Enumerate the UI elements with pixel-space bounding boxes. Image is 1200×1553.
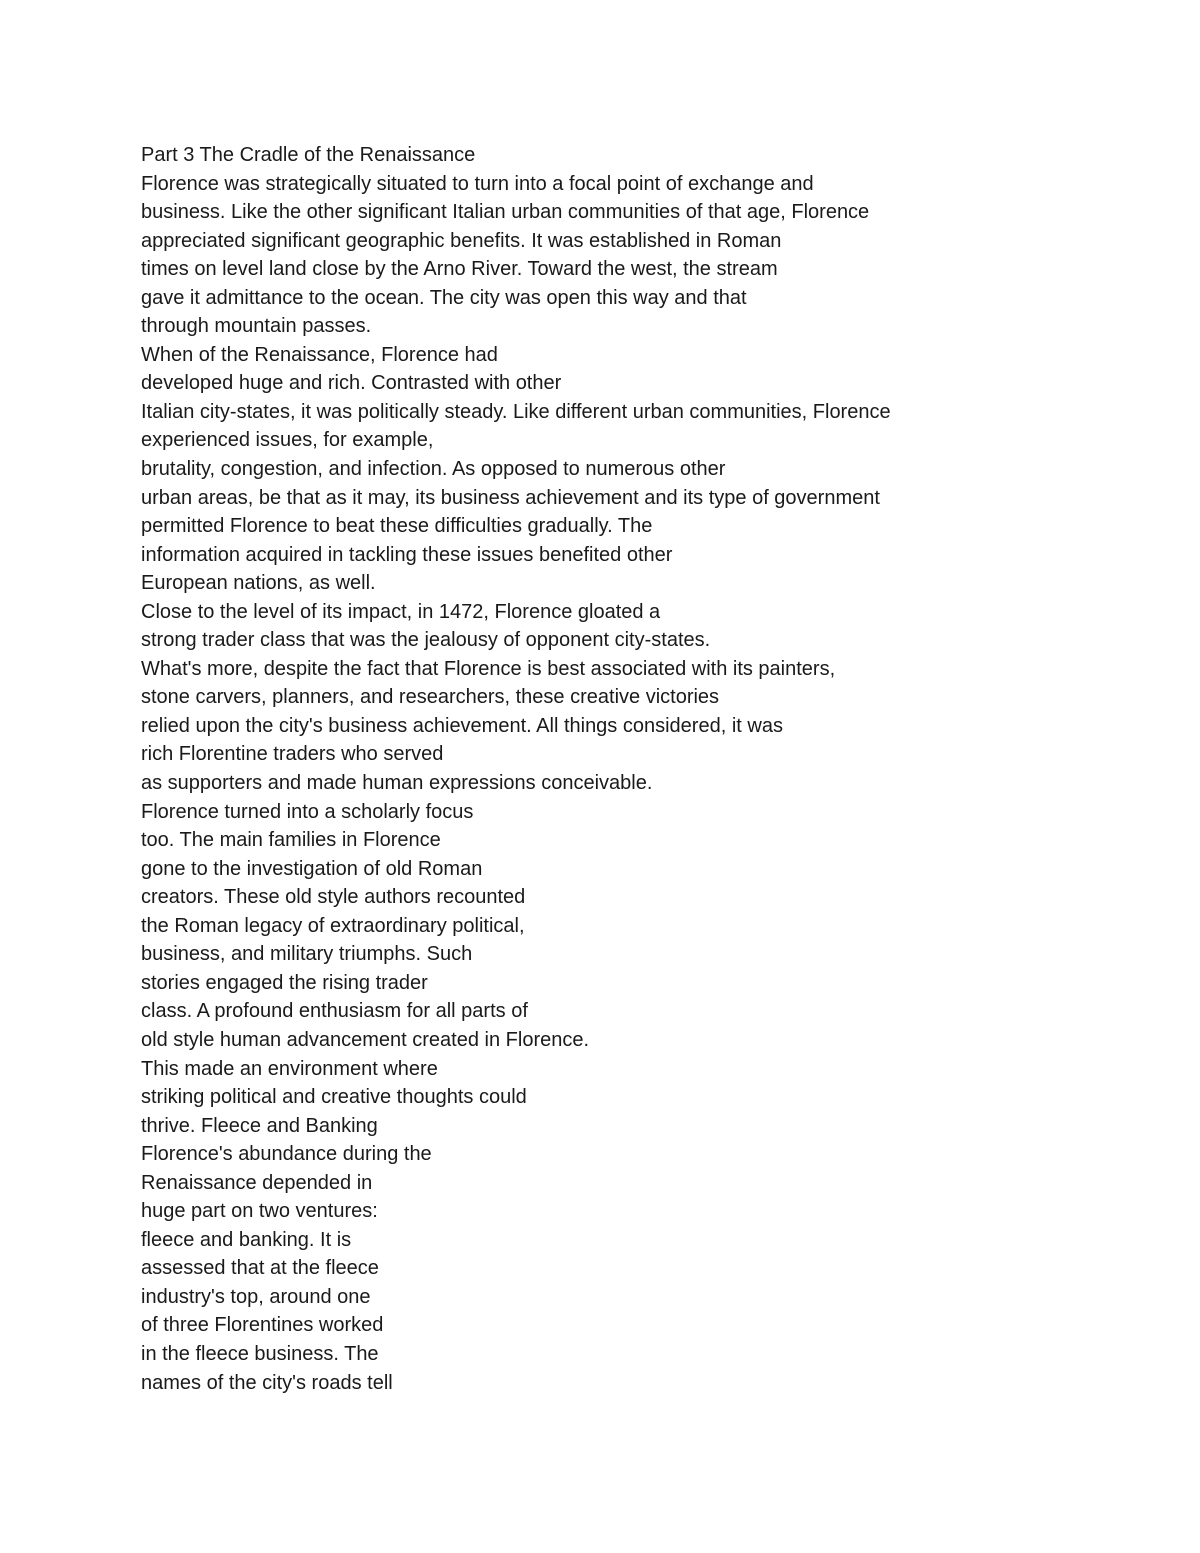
document-line: What's more, despite the fact that Florence is best associated with its painters, xyxy=(141,657,836,680)
document-line: permitted Florence to beat these difficulties gradually. The xyxy=(141,515,653,538)
document-line: information acquired in tackling these issues benefited other xyxy=(141,543,673,566)
document-line: in the fleece business. The xyxy=(141,1342,379,1365)
document-line: urban areas, be that as it may, its business achievement and its type of government xyxy=(141,486,880,509)
document-line: creators. These old style authors recounted xyxy=(141,886,526,909)
document-line: stories engaged the rising trader xyxy=(141,971,428,994)
document-line: stone carvers, planners, and researchers, these creative victories xyxy=(141,686,720,709)
document-line: assessed that at the fleece xyxy=(141,1257,379,1280)
document-line: thrive. Fleece and Banking xyxy=(141,1114,378,1137)
document-line: Florence's abundance during the xyxy=(141,1143,432,1166)
document-line: strong trader class that was the jealousy of opponent city-states. xyxy=(141,629,711,652)
document-line: experienced issues, for example, xyxy=(141,429,434,452)
document-line: through mountain passes. xyxy=(141,315,372,338)
document-line: business. Like the other significant Italian urban communities of that age, Florence xyxy=(141,201,870,224)
document-line: Italian city-states, it was politically steady. Like different urban communities, Florence xyxy=(141,400,891,423)
document-line: fleece and banking. It is xyxy=(141,1228,352,1251)
document-line: European nations, as well. xyxy=(141,572,376,595)
document-line: industry's top, around one xyxy=(141,1285,371,1308)
document-line: This made an environment where xyxy=(141,1057,438,1080)
document-line: rich Florentine traders who served xyxy=(141,743,444,766)
document-line: Close to the level of its impact, in 1472, Florence gloated a xyxy=(141,600,661,623)
document-line: relied upon the city's business achievement. All things considered, it was xyxy=(141,714,783,737)
document-line: appreciated significant geographic benefits. It was established in Roman xyxy=(141,229,782,252)
document-line: Florence turned into a scholarly focus xyxy=(141,800,474,823)
document-line: Renaissance depended in xyxy=(141,1171,373,1194)
document-line: too. The main families in Florence xyxy=(141,829,441,852)
document-line: brutality, congestion, and infection. As opposed to numerous other xyxy=(141,458,726,481)
document-line: gave it admittance to the ocean. The city was open this way and that xyxy=(141,286,747,309)
document-line: of three Florentines worked xyxy=(141,1314,384,1337)
document-line: huge part on two ventures: xyxy=(141,1200,378,1223)
document-line: old style human advancement created in Florence. xyxy=(141,1028,590,1051)
document-line-title: Part 3 The Cradle of the Renaissance xyxy=(141,144,476,166)
document-line: Florence was strategically situated to turn into a focal point of exchange and xyxy=(141,172,814,195)
document-line: times on level land close by the Arno River. Toward the west, the stream xyxy=(141,258,778,281)
document-line: as supporters and made human expressions conceivable. xyxy=(141,772,653,795)
document-line: When of the Renaissance, Florence had xyxy=(141,343,498,366)
document-line: striking political and creative thoughts could xyxy=(141,1086,527,1109)
document-body xyxy=(141,141,1141,1397)
document-line: business, and military triumphs. Such xyxy=(141,943,473,966)
document-line: the Roman legacy of extraordinary political, xyxy=(141,914,525,937)
document-line: names of the city's roads tell xyxy=(141,1371,393,1394)
document-line: gone to the investigation of old Roman xyxy=(141,857,483,880)
document-line: class. A profound enthusiasm for all parts of xyxy=(141,1000,528,1023)
document-line: developed huge and rich. Contrasted with other xyxy=(141,372,562,395)
